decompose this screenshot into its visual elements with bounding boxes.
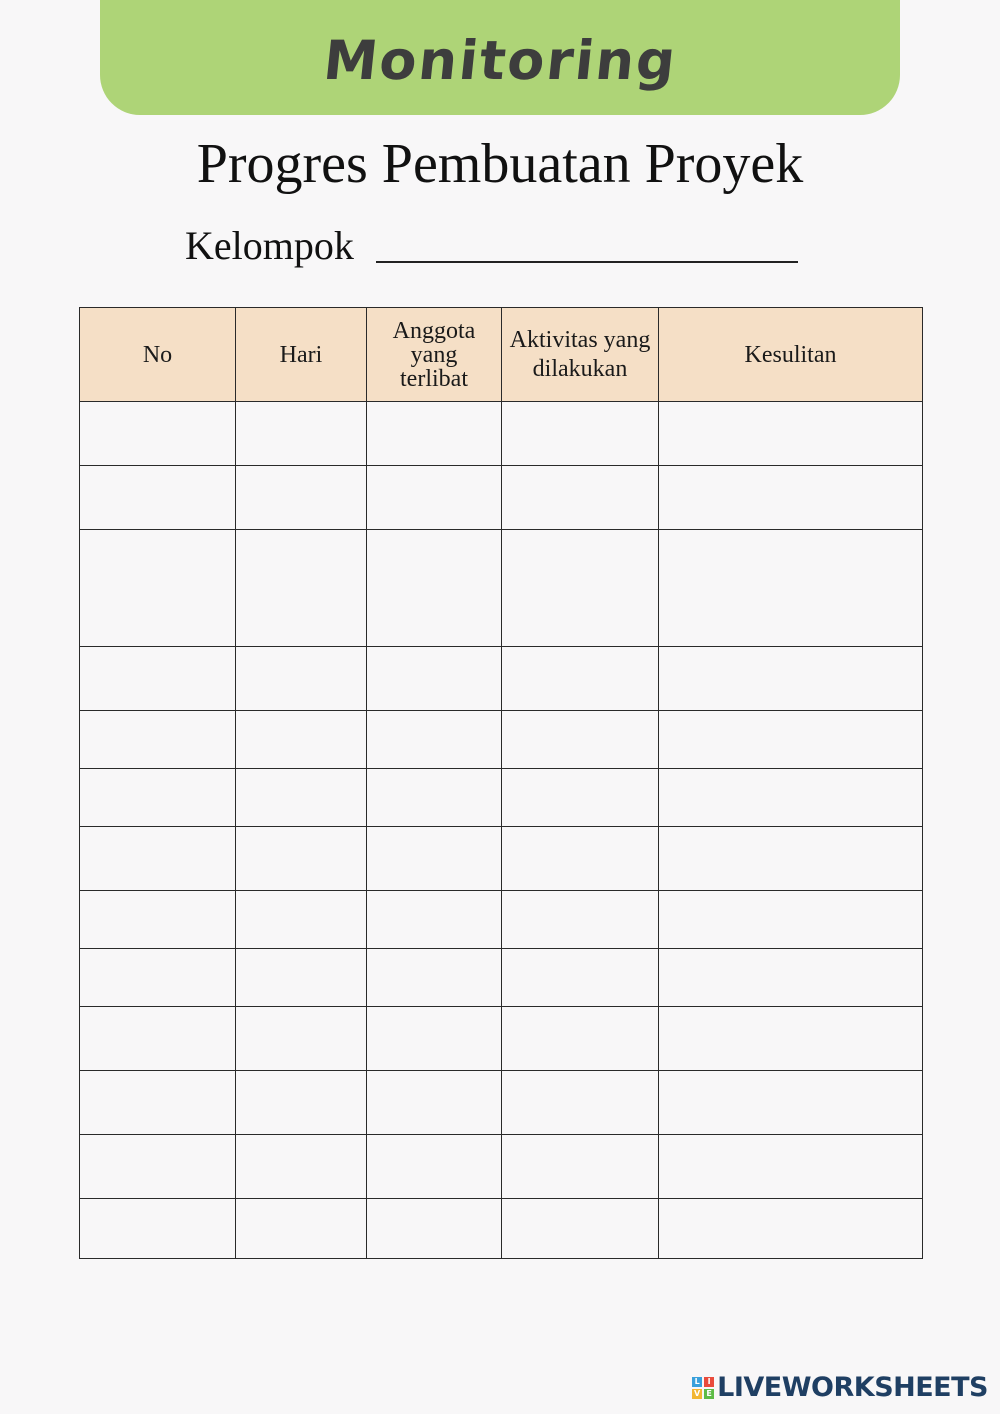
group-name-blank[interactable] <box>376 261 798 263</box>
cell-anggota[interactable] <box>367 769 502 827</box>
cell-anggota[interactable] <box>367 827 502 891</box>
group-field <box>185 222 798 269</box>
cell-kesulitan[interactable] <box>659 402 923 466</box>
cell-kesulitan[interactable] <box>659 711 923 769</box>
table-row <box>80 1071 923 1135</box>
table-row <box>80 466 923 530</box>
cell-no[interactable] <box>80 1071 236 1135</box>
cell-no[interactable] <box>80 1135 236 1199</box>
header-aktivitas <box>502 308 659 402</box>
logo-square: V <box>694 1388 701 1398</box>
cell-hari[interactable] <box>236 1199 367 1259</box>
header-anggota-text: Anggota yang terlibat <box>392 317 476 392</box>
cell-no[interactable] <box>80 769 236 827</box>
cell-kesulitan[interactable] <box>659 891 923 949</box>
cell-aktivitas[interactable] <box>502 1071 659 1135</box>
cell-no[interactable] <box>80 949 236 1007</box>
cell-anggota[interactable] <box>367 466 502 530</box>
cell-no[interactable] <box>80 402 236 466</box>
cell-anggota[interactable] <box>367 530 502 647</box>
cell-anggota[interactable] <box>367 891 502 949</box>
cell-no[interactable] <box>80 1007 236 1071</box>
header-no: No <box>80 308 236 402</box>
cell-no[interactable] <box>80 711 236 769</box>
header-hari: Hari <box>236 308 367 402</box>
cell-aktivitas[interactable] <box>502 769 659 827</box>
cell-hari[interactable] <box>236 530 367 647</box>
cell-aktivitas[interactable] <box>502 466 659 530</box>
cell-aktivitas[interactable] <box>502 647 659 711</box>
cell-anggota[interactable] <box>367 1135 502 1199</box>
cell-aktivitas[interactable] <box>502 949 659 1007</box>
cell-kesulitan[interactable] <box>659 1199 923 1259</box>
table-row <box>80 530 923 647</box>
watermark-text: LIVEWORKSHEETS <box>717 1372 988 1403</box>
cell-kesulitan[interactable] <box>659 827 923 891</box>
cell-aktivitas[interactable] <box>502 711 659 769</box>
table-row <box>80 1199 923 1259</box>
cell-kesulitan[interactable] <box>659 1007 923 1071</box>
group-label: Kelompok <box>185 223 354 268</box>
cell-anggota[interactable] <box>367 1071 502 1135</box>
cell-aktivitas[interactable] <box>502 530 659 647</box>
cell-aktivitas[interactable] <box>502 827 659 891</box>
table-row <box>80 769 923 827</box>
header-kesulitan: Kesulitan <box>659 308 923 402</box>
cell-hari[interactable] <box>236 466 367 530</box>
cell-anggota[interactable] <box>367 402 502 466</box>
cell-kesulitan[interactable] <box>659 466 923 530</box>
cell-kesulitan[interactable] <box>659 530 923 647</box>
cell-aktivitas[interactable] <box>502 1007 659 1071</box>
cell-kesulitan[interactable] <box>659 1071 923 1135</box>
header-anggota <box>367 308 502 402</box>
cell-kesulitan[interactable] <box>659 949 923 1007</box>
table-row <box>80 891 923 949</box>
logo-square: L <box>692 1377 702 1387</box>
banner-title: Monitoring <box>320 29 680 92</box>
cell-no[interactable] <box>80 1199 236 1259</box>
cell-anggota[interactable] <box>367 711 502 769</box>
cell-no[interactable] <box>80 827 236 891</box>
cell-kesulitan[interactable] <box>659 1135 923 1199</box>
cell-aktivitas[interactable] <box>502 1135 659 1199</box>
progress-table <box>79 307 923 1259</box>
cell-hari[interactable] <box>236 402 367 466</box>
cell-anggota[interactable] <box>367 1007 502 1071</box>
cell-hari[interactable] <box>236 827 367 891</box>
cell-kesulitan[interactable] <box>659 769 923 827</box>
liveworksheets-logo-icon <box>692 1377 714 1399</box>
cell-hari[interactable] <box>236 891 367 949</box>
cell-anggota[interactable] <box>367 949 502 1007</box>
cell-no[interactable] <box>80 647 236 711</box>
cell-no[interactable] <box>80 891 236 949</box>
cell-hari[interactable] <box>236 949 367 1007</box>
table-row <box>80 949 923 1007</box>
table-row <box>80 711 923 769</box>
cell-hari[interactable] <box>236 1007 367 1071</box>
table-row <box>80 827 923 891</box>
cell-kesulitan[interactable] <box>659 647 923 711</box>
cell-anggota[interactable] <box>367 1199 502 1259</box>
cell-no[interactable] <box>80 530 236 647</box>
liveworksheets-watermark <box>692 1372 988 1403</box>
header-aktivitas-text: Aktivitas yang dilakukan <box>509 326 651 382</box>
table-row <box>80 1135 923 1199</box>
page-title: Progres Pembuatan Proyek <box>196 133 804 195</box>
table-row <box>80 402 923 466</box>
cell-aktivitas[interactable] <box>502 891 659 949</box>
table-row <box>80 647 923 711</box>
cell-anggota[interactable] <box>367 647 502 711</box>
cell-hari[interactable] <box>236 1071 367 1135</box>
cell-hari[interactable] <box>236 1135 367 1199</box>
cell-aktivitas[interactable] <box>502 402 659 466</box>
logo-square: E <box>704 1389 714 1399</box>
table-row <box>80 1007 923 1071</box>
cell-hari[interactable] <box>236 769 367 827</box>
header-banner <box>100 0 900 115</box>
cell-aktivitas[interactable] <box>502 1199 659 1259</box>
logo-square: I <box>704 1377 714 1387</box>
cell-hari[interactable] <box>236 647 367 711</box>
cell-no[interactable] <box>80 466 236 530</box>
table-header-row <box>80 308 923 402</box>
cell-hari[interactable] <box>236 711 367 769</box>
